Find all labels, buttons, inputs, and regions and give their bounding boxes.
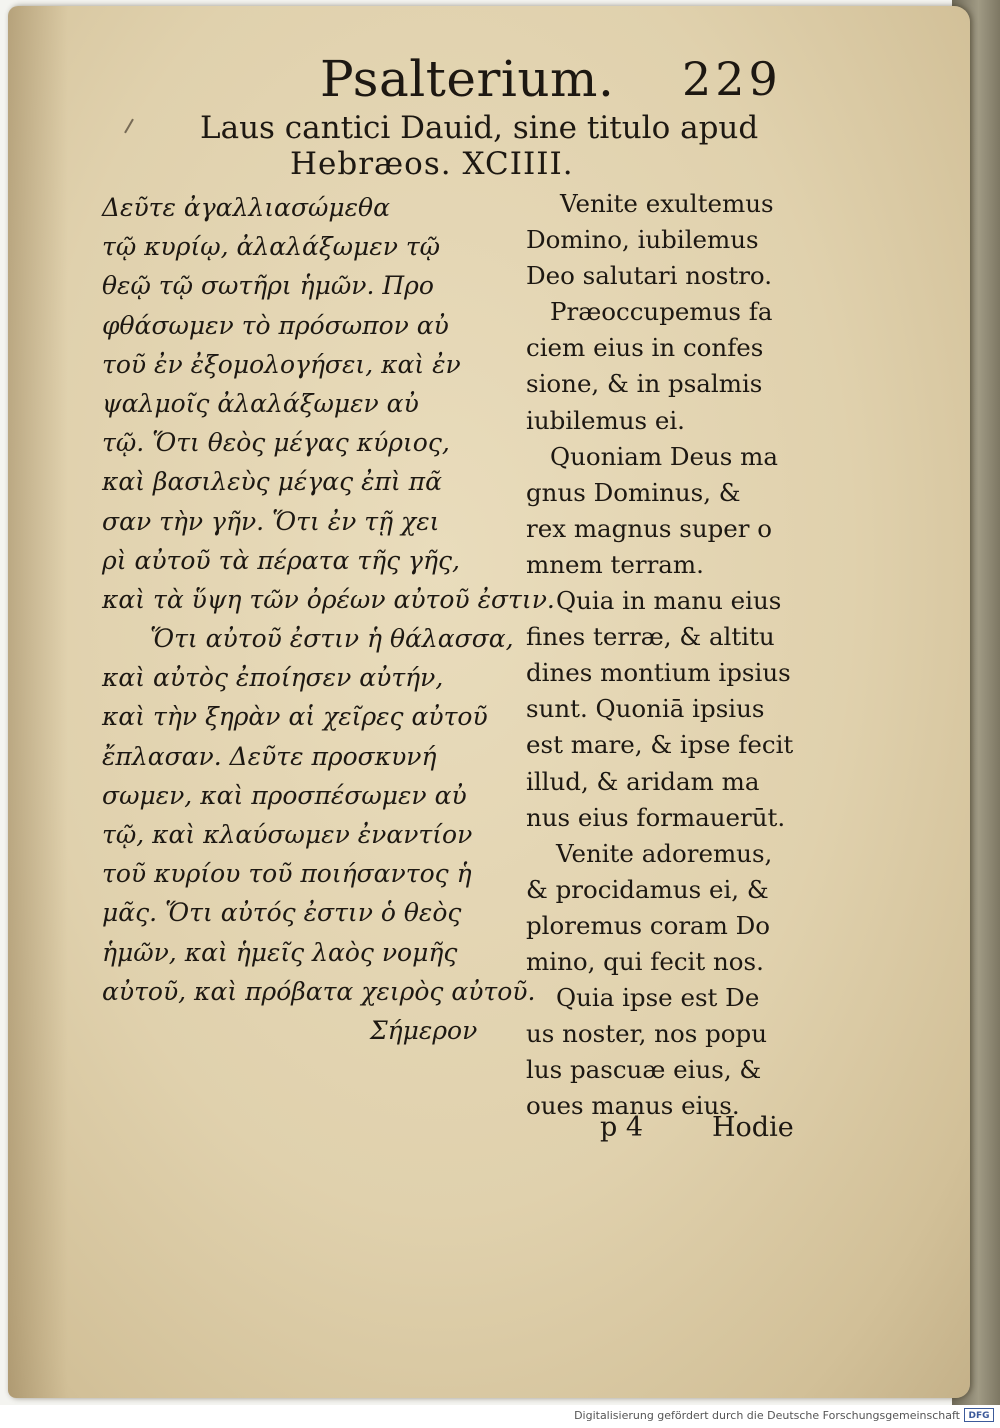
greek-line: ἔπλασαν. Δεῦτε προσκυνή bbox=[102, 741, 437, 771]
latin-line: dines montium ipsius bbox=[526, 658, 791, 688]
greek-line: ρὶ αὐτοῦ τὰ πέρατα τῆς γῆς, bbox=[102, 545, 460, 575]
catchword: Hodie bbox=[712, 1112, 794, 1143]
latin-line: mnem terram. bbox=[526, 549, 704, 579]
greek-line: τῷ. Ὅτι θεὸς μέγας κύριος, bbox=[102, 428, 450, 458]
greek-column bbox=[102, 188, 555, 1050]
latin-line: Quoniam Deus ma bbox=[550, 441, 778, 471]
greek-line: τοῦ κυρίου τοῦ ποιήσαντος ἡ bbox=[102, 859, 472, 889]
latin-line: ciem eius in confes bbox=[526, 333, 764, 363]
greek-line: Δεῦτε ἀγαλλιασώμεθα bbox=[102, 193, 390, 222]
latin-line: Præoccupemus fa bbox=[550, 297, 773, 327]
gutter-shadow bbox=[8, 6, 68, 1398]
greek-line: σαν τὴν γῆν. Ὅτι ἐν τῇ χει bbox=[102, 506, 440, 536]
latin-line: Quia in manu eius bbox=[556, 586, 782, 616]
latin-line: iubilemus ei. bbox=[526, 405, 685, 435]
latin-column bbox=[526, 186, 806, 1124]
psalm-title-line-2: Hebræos. XCIIII. bbox=[290, 146, 574, 182]
latin-line: sione, & in psalmis bbox=[526, 369, 763, 399]
dfg-logo: DFG bbox=[964, 1408, 994, 1422]
latin-line: mino, qui fecit nos. bbox=[526, 946, 764, 976]
psalm-title-line-1: Laus cantici Dauid, sine titulo apud bbox=[200, 110, 759, 146]
greek-catchword: Σήμερον bbox=[370, 1015, 478, 1045]
latin-line: us noster, nos popu bbox=[526, 1019, 767, 1049]
greek-line: θεῷ τῷ σωτῆρι ἡμῶν. Προ bbox=[102, 271, 434, 301]
greek-line: καὶ βασιλεὺς μέγας ἐπὶ πᾶ bbox=[102, 467, 442, 497]
greek-line: τῷ κυρίῳ, ἀλαλάξωμεν τῷ bbox=[102, 232, 441, 262]
latin-line: nus eius formauerūt. bbox=[526, 802, 786, 832]
latin-line: gnus Dominus, & bbox=[526, 477, 741, 507]
latin-line: rex magnus super o bbox=[526, 513, 773, 543]
greek-line: καὶ αὐτὸς ἐποίησεν αὐτήν, bbox=[102, 663, 444, 693]
greek-line: Ὅτι αὐτοῦ ἐστιν ἡ θάλασσα, bbox=[150, 624, 514, 654]
latin-line: Venite exultemus bbox=[560, 189, 774, 218]
greek-line: αὐτοῦ, καὶ πρόβατα χειρὸς αὐτοῦ. bbox=[102, 976, 536, 1006]
latin-line: fines terræ, & altitu bbox=[526, 622, 775, 652]
latin-line: ploremus coram Do bbox=[526, 910, 771, 940]
greek-line: φθάσωμεν τὸ πρόσωπον αὐ bbox=[102, 310, 449, 340]
latin-line: Venite adoremus, bbox=[556, 838, 773, 868]
latin-line: lus pascuæ eius, & bbox=[526, 1055, 762, 1085]
funding-credit: Digitalisierung gefördert durch die Deutsche Forschungsgemeinschaft bbox=[574, 1409, 960, 1422]
greek-line: μᾶς. Ὅτι αὐτός ἐστιν ὁ θεὸς bbox=[102, 898, 462, 928]
latin-line: est mare, & ipse fecit bbox=[526, 730, 794, 760]
latin-line: Deo salutari nostro. bbox=[526, 261, 773, 291]
latin-line: Quia ipse est De bbox=[556, 983, 760, 1013]
greek-line: σωμεν, καὶ προσπέσωμεν αὐ bbox=[102, 780, 467, 810]
greek-line: καὶ τὰ ὕψη τῶν ὀρέων αὐτοῦ ἐστιν. bbox=[102, 584, 555, 614]
greek-line: ἡμῶν, καὶ ἡμεῖς λαὸς νομῆς bbox=[102, 937, 458, 967]
latin-line: Domino, iubilemus bbox=[526, 225, 759, 255]
latin-line: & procidamus ei, & bbox=[526, 874, 769, 904]
greek-line: τοῦ ἐν ἐξομολογήσει, καὶ ἐν bbox=[102, 349, 461, 379]
greek-line: καὶ τὴν ξηρὰν αἱ χεῖρες αὐτοῦ bbox=[102, 702, 488, 732]
latin-line: oues manus eius. bbox=[526, 1091, 740, 1121]
latin-line: sunt. Quoniā ipsius bbox=[526, 694, 765, 724]
running-head: Psalterium. bbox=[320, 50, 615, 108]
page-number: 229 bbox=[682, 52, 782, 106]
signature-mark: p 4 bbox=[600, 1112, 644, 1143]
greek-line: τῷ, καὶ κλαύσωμεν ἐναντίον bbox=[102, 820, 473, 849]
latin-line: illud, & aridam ma bbox=[526, 766, 760, 796]
greek-line: ψαλμοῖς ἀλαλάξωμεν αὐ bbox=[102, 388, 419, 418]
